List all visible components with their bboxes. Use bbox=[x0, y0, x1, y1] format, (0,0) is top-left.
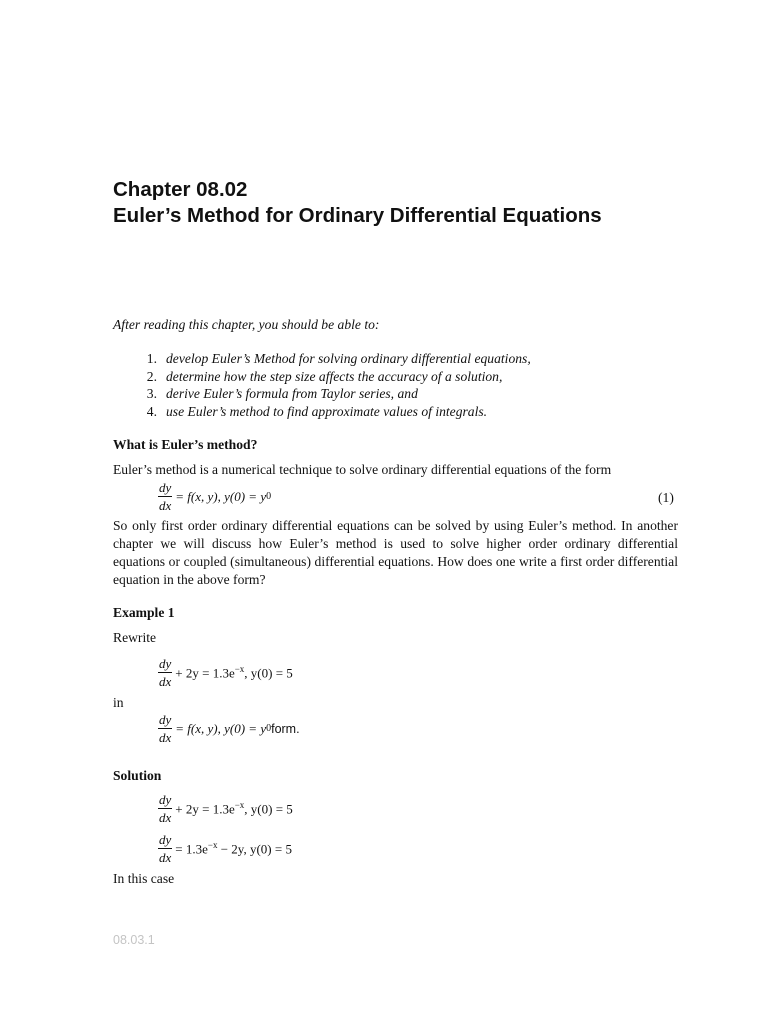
section-heading: What is Euler’s method? bbox=[113, 437, 258, 452]
solution-heading: Solution bbox=[113, 768, 162, 783]
paragraph-2: So only first order ordinary differential equations can be solved by using Euler’s method. In another chapter we will discuss how Euler’s method is used to solve higher order ordinary differential equations or coupled (simultaneous) differential equations. How does one write a first order differential equation in the above form? bbox=[113, 518, 678, 587]
equation-1: $\frac{dy}{dx}$ = f(x, y), y(0) = y 0 bbox=[159, 480, 272, 513]
solution-equation-1: $\frac{dy}{dx}$ + $2y = 1.3e^{-x}$, y(0) = 5 bbox=[159, 792, 293, 825]
objectives-list bbox=[113, 350, 531, 420]
rewrite-label: Rewrite bbox=[113, 630, 157, 645]
section-paragraph: Euler’s method is a numerical technique to solve ordinary differential equations of the form bbox=[113, 462, 612, 477]
form-equation: $\frac{dy}{dx}$ = f(x, y), y(0) = y 0 form. bbox=[159, 712, 300, 745]
example-equation: $\frac{dy}{dx}$ + $2y = 1.3e^{-x}$, y(0) = 5 bbox=[159, 656, 293, 689]
page-number: 08.03.1 bbox=[113, 933, 155, 947]
equation-number: (1) bbox=[658, 490, 674, 505]
example-heading: Example 1 bbox=[113, 605, 175, 620]
intro-text: After reading this chapter, you should be able to: bbox=[113, 317, 380, 332]
chapter-number: Chapter 08.02 bbox=[113, 178, 248, 201]
list-item: 1. develop Euler’s Method for solving ordinary differential equations, bbox=[146, 351, 531, 366]
list-item: 3. derive Euler’s formula from Taylor series, and bbox=[146, 386, 418, 401]
solution-equation-2: $\frac{dy}{dx}$ = $1.3e^{-x} - 2y$, y(0) = 5 bbox=[159, 832, 292, 865]
list-item: 4. use Euler’s method to find approximate values of integrals. bbox=[146, 403, 488, 419]
list-item: 2. determine how the step size affects the accuracy of a solution, bbox=[146, 368, 503, 384]
in-this-case-text: In this case bbox=[113, 871, 175, 886]
chapter-title: Euler’s Method for Ordinary Differential Equations bbox=[113, 204, 602, 227]
in-label: in bbox=[113, 695, 124, 710]
